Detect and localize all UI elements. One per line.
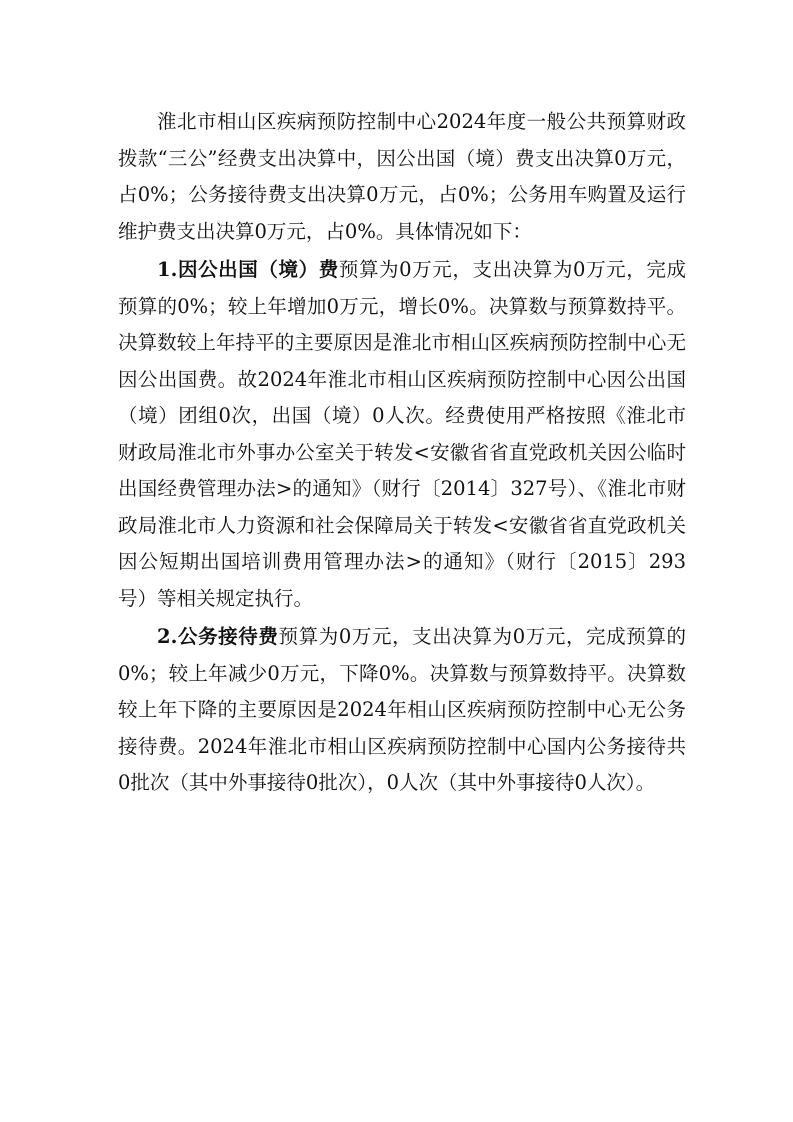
overseas-travel-heading: 1.因公出国（境）费 [157, 258, 339, 281]
official-reception-heading: 2.公务接待费 [157, 625, 279, 648]
overseas-travel-text: 预算为0万元，支出决算为0万元，完成预算的0%；较上年增加0万元，增长0%。决算数与预算数持平。决算数较上年持平的主要原因是淮北市相山区疾病预防控制中心无因公出国费。故2024年淮北市相山区疾病预防控制中心因公出国（境）团组0次，出国（境）0人次。经费使用严格按照《淮北市财政局淮北市外事办公室关于转发<安徽省省直党政机关因公临时出国经费管理办法>的通知》（财行〔2014〕327号）、《淮北市财政局淮北市人力资源和社会保障局关于转发<安徽省省直党政机关因公短期出国培训费用管理办法>的通知》（财行〔2015〕293号）等相关规定执行。 [118, 258, 686, 610]
intro-paragraph [118, 104, 686, 250]
intro-text: 淮北市相山区疾病预防控制中心2024年度一般公共预算财政拨款“三公”经费支出决算中，因公出国（境）费支出决算0万元，占0%；公务接待费支出决算0万元，占0%；公务用车购置及运行维护费支出决算0万元，占0%。具体情况如下： [118, 110, 686, 243]
official-reception-text: 预算为0万元，支出决算为0万元，完成预算的0%；较上年减少0万元，下降0%。决算数与预算数持平。决算数较上年下降的主要原因是2024年相山区疾病预防控制中心无公务接待费。2024年淮北市相山区疾病预防控制中心国内公务接待共0批次（其中外事接待0批次），0人次（其中外事接待0人次）。 [118, 625, 686, 794]
document-body [118, 104, 686, 802]
official-reception-paragraph [118, 619, 686, 802]
overseas-travel-paragraph [118, 252, 686, 617]
